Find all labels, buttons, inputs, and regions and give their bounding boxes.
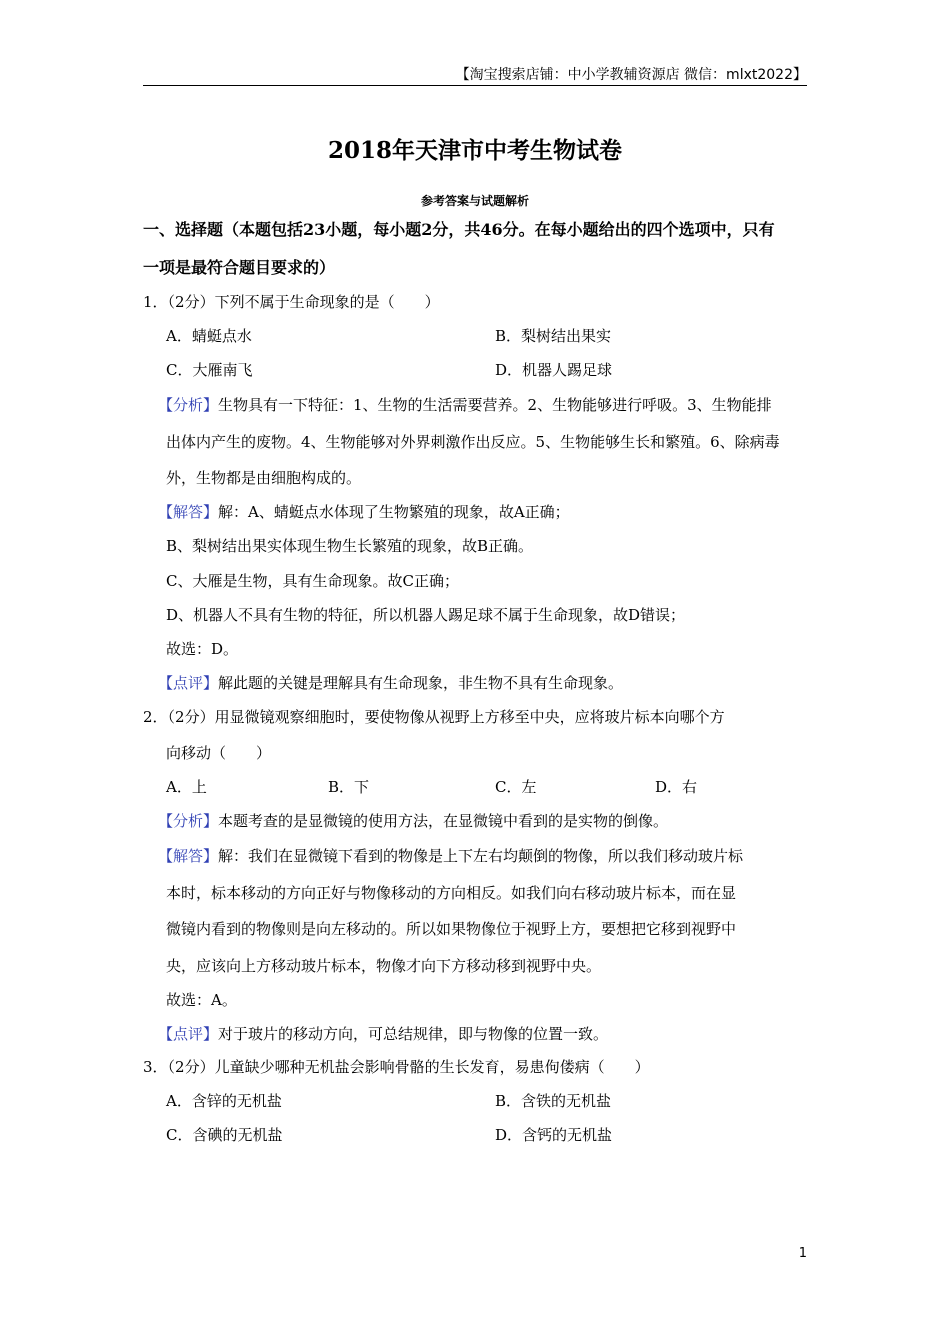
q3-option-d: D．含钙的无机盐 — [495, 1126, 613, 1144]
comment-tag: 【点评】 — [158, 1025, 219, 1043]
q1-option-d: D．机器人踢足球 — [495, 361, 613, 379]
q1-answer-line1 — [158, 502, 570, 522]
q2-option-d: D．右 — [655, 778, 698, 796]
q1-answer-line3: C、大雁是生物，具有生命现象。故C正确； — [166, 572, 459, 590]
page-title: 2018年天津市中考生物试卷 — [327, 137, 622, 164]
q1-answer-line5: 故选：D。 — [166, 640, 239, 658]
q3-option-b: B．含铁的无机盐 — [495, 1092, 612, 1110]
page-subtitle: 参考答案与试题解析 — [420, 194, 529, 208]
q1-analysis-line2: 出体内产生的废物。4、生物能够对外界刺激作出反应。5、生物能够生长和繁殖。6、除病毒 — [166, 433, 780, 451]
analysis-tag: 【分析】 — [158, 812, 219, 830]
q1-option-a: A．蜻蜓点水 — [166, 327, 252, 345]
q3-option-a: A．含锌的无机盐 — [166, 1092, 282, 1110]
q1-stem: 1．（2分）下列不属于生命现象的是（ ） — [143, 293, 440, 311]
q1-option-c: C．大雁南飞 — [166, 361, 253, 379]
q1-answer-line4: D、机器人不具有生物的特征，所以机器人踢足球不属于生命现象，故D错误； — [166, 606, 686, 624]
comment-tag: 【点评】 — [158, 674, 219, 692]
q2-answer-line4: 央，应该向上方移动玻片标本，物像才向下方移动移到视野中央。 — [166, 957, 602, 975]
q1-comment-text: 解此题的关键是理解具有生命现象，非生物不具有生命现象。 — [218, 674, 624, 692]
q2-answer-line3: 微镜内看到的物像则是向左移动的。所以如果物像位于视野上方，要想把它移到视野中 — [166, 920, 737, 938]
q2-comment — [158, 1024, 608, 1044]
q2-comment-text: 对于玻片的移动方向，可总结规律，即与物像的位置一致。 — [218, 1025, 609, 1043]
q2-answer-text: 解：我们在显微镜下看到的物像是上下左右均颠倒的物像，所以我们移动玻片标 — [218, 847, 744, 865]
q1-option-b: B．梨树结出果实 — [495, 327, 612, 345]
q1-answer-line2: B、梨树结出果实体现生物生长繁殖的现象，故B正确。 — [166, 537, 534, 555]
q2-answer-line1 — [158, 846, 743, 866]
section-heading-line2: 一项是最符合题目要求的） — [143, 258, 336, 277]
q1-analysis-text: 生物具有一下特征：1、生物的生活需要营养。2、生物能够进行呼吸。3、生物能排 — [218, 396, 772, 414]
q1-analysis-line3: 外，生物都是由细胞构成的。 — [166, 469, 362, 487]
q2-stem-line1: 2．（2分）用显微镜观察细胞时，要使物像从视野上方移至中央，应将玻片标本向哪个方 — [143, 708, 725, 726]
analysis-tag: 【分析】 — [158, 396, 219, 414]
q1-comment — [158, 673, 623, 693]
q1-analysis-line1 — [158, 395, 772, 415]
q2-stem-line2: 向移动（ ） — [166, 744, 272, 762]
q2-answer-line5: 故选：A。 — [166, 991, 237, 1009]
page-number: 1 — [798, 1246, 807, 1261]
q2-analysis — [158, 811, 668, 831]
q2-answer-line2: 本时，标本移动的方向正好与物像移动的方向相反。如我们向右移动玻片标本，而在显 — [166, 884, 737, 902]
section-heading-line1: 一、选择题（本题包括23小题，每小题2分，共46分。在每小题给出的四个选项中，只有 — [143, 220, 775, 239]
q2-option-c: C．左 — [495, 778, 537, 796]
header-rule — [143, 85, 807, 86]
answer-tag: 【解答】 — [158, 503, 219, 521]
q2-analysis-text: 本题考查的是显微镜的使用方法，在显微镜中看到的是实物的倒像。 — [218, 812, 669, 830]
q1-answer-text: 解：A、蜻蜓点水体现了生物繁殖的现象，故A正确； — [218, 503, 570, 521]
answer-tag: 【解答】 — [158, 847, 219, 865]
q2-option-a: A．上 — [166, 778, 207, 796]
q3-option-c: C．含碘的无机盐 — [166, 1126, 283, 1144]
q3-stem: 3．（2分）儿童缺少哪种无机盐会影响骨骼的生长发育，易患佝偻病（ ） — [143, 1058, 650, 1076]
q2-option-b: B．下 — [328, 778, 370, 796]
header-note: 【淘宝搜索店铺：中小学教辅资源店 微信：mlxt2022】 — [455, 67, 807, 83]
